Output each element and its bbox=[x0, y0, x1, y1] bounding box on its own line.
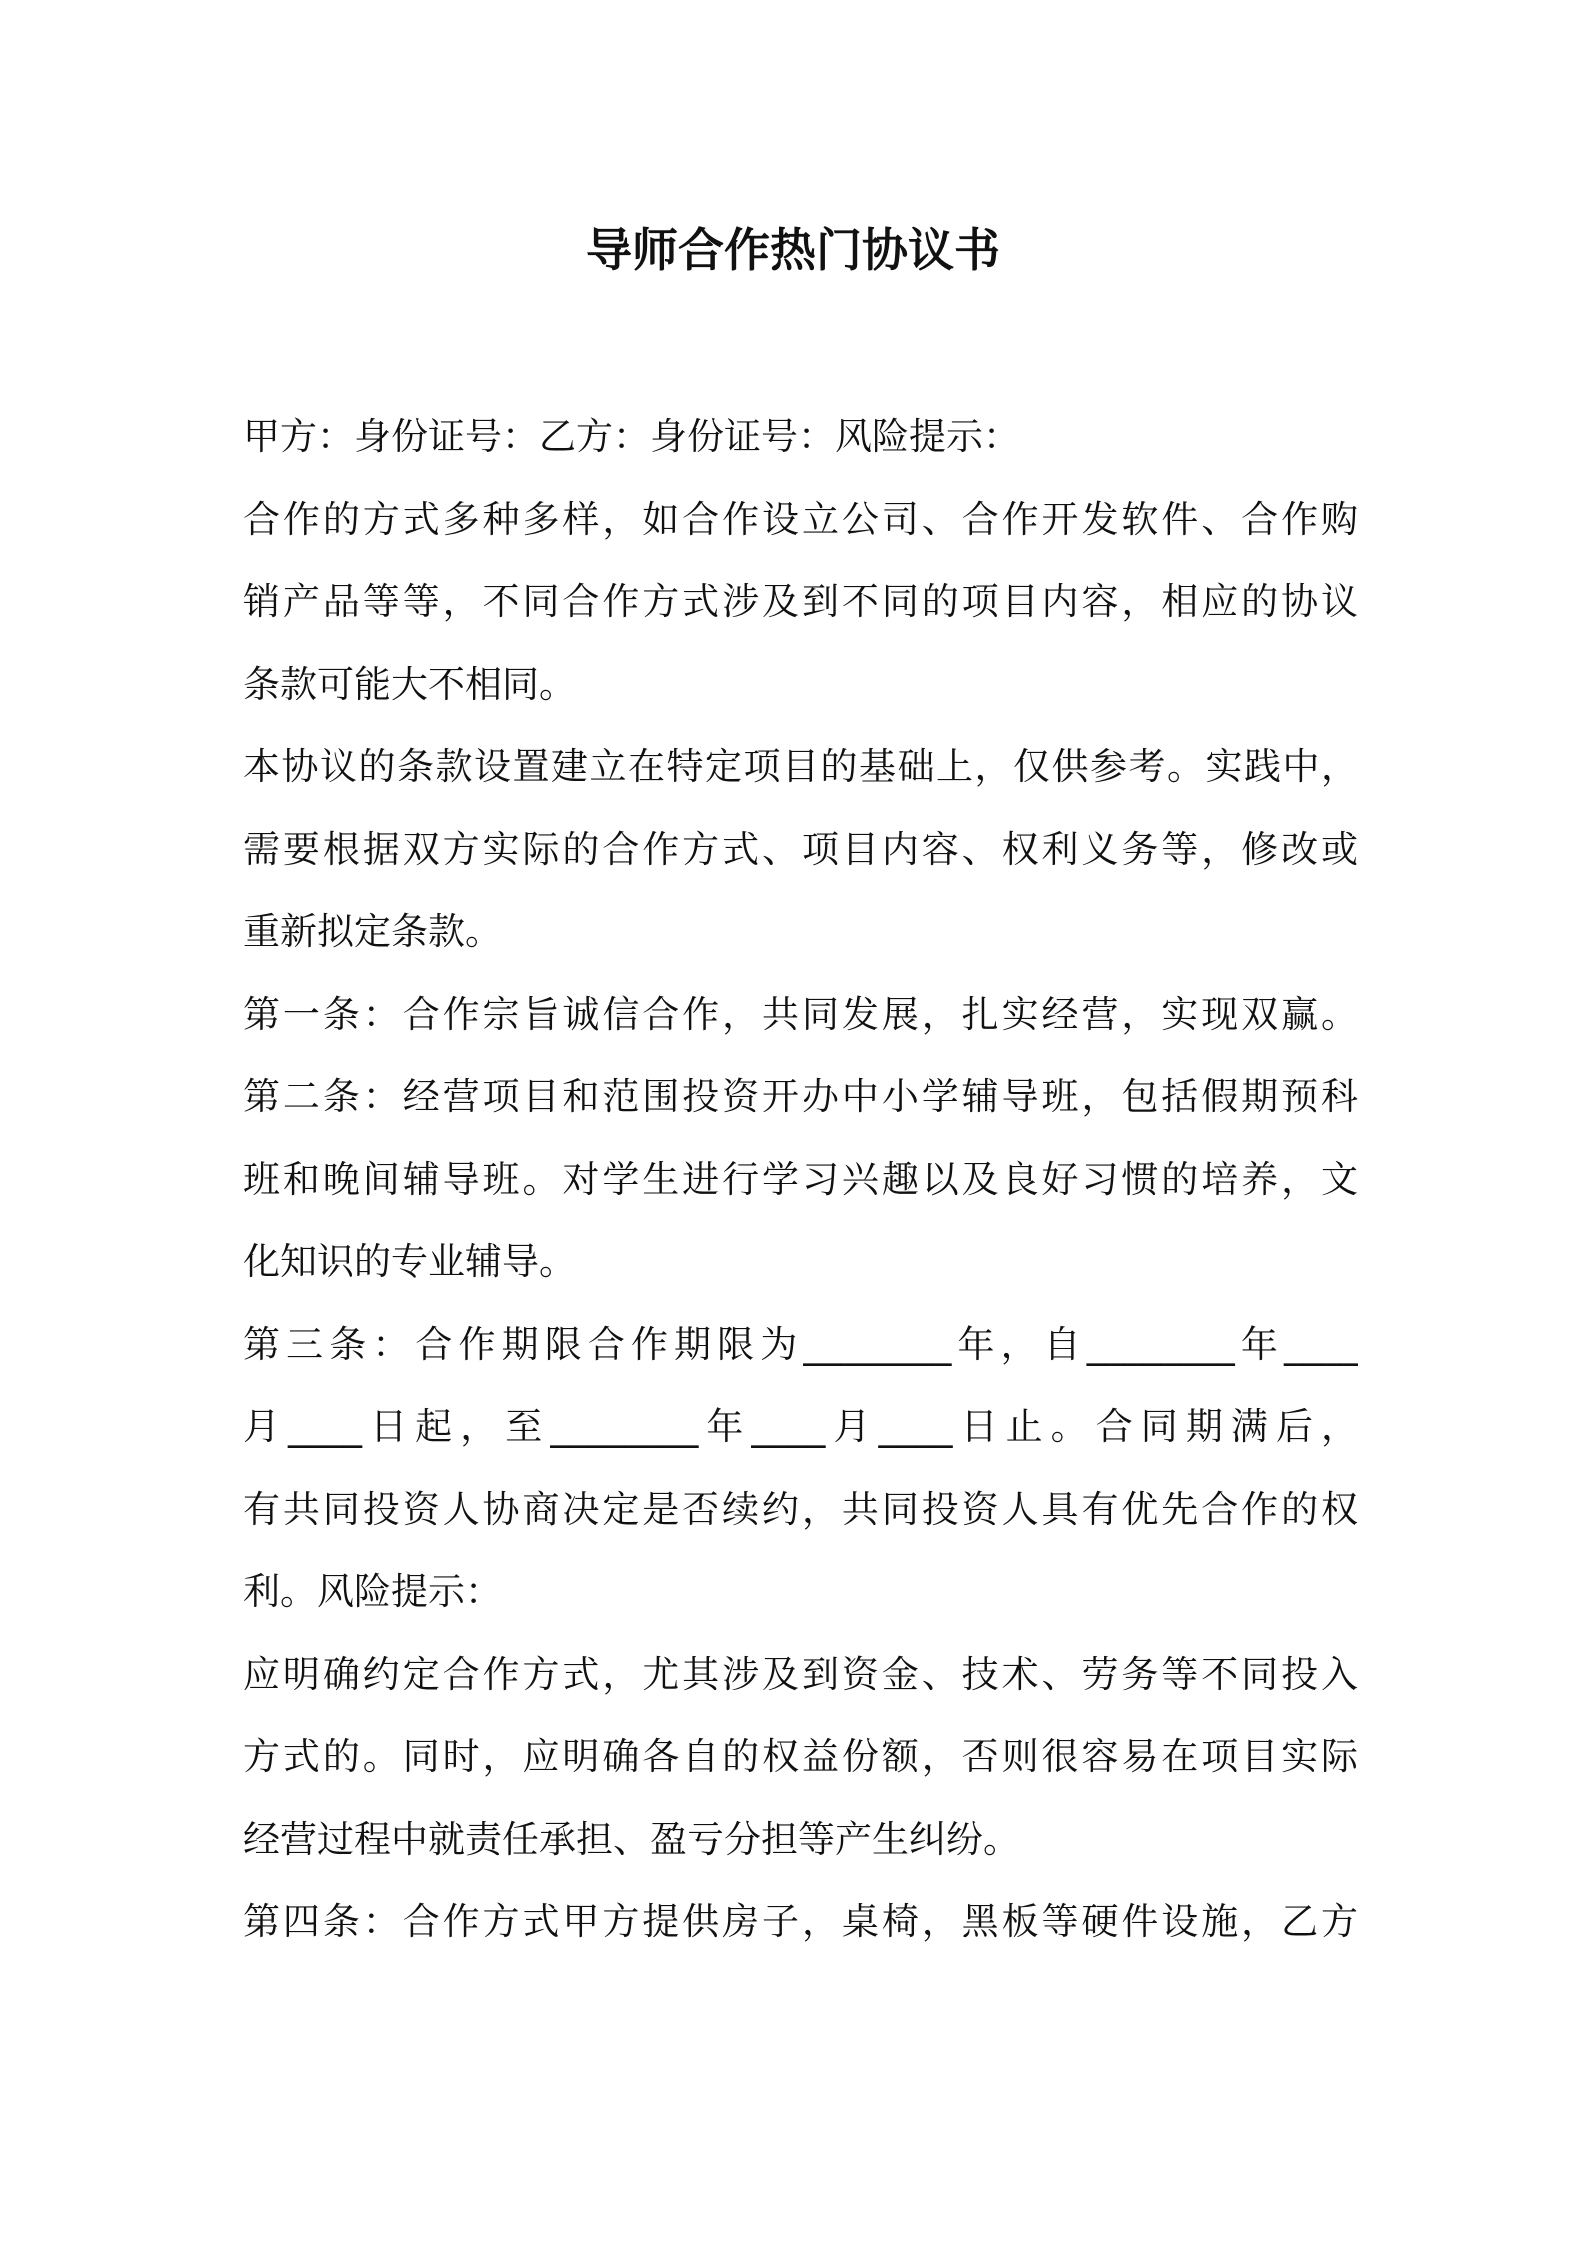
text-line: 有共同投资人协商决定是否续约，共同投资人具有优先合作的权 bbox=[243, 1487, 1358, 1531]
text-line: 条款可能大不相同。 bbox=[243, 662, 576, 706]
text-line: 本协议的条款设置建立在特定项目的基础上，仅供参考。实践中， bbox=[243, 745, 1358, 788]
text-line: 应明确约定合作方式，尤其涉及到资金、技术、劳务等不同投入 bbox=[243, 1652, 1358, 1696]
text-line: 第二条：经营项目和范围投资开办中小学辅导班，包括假期预科 bbox=[243, 1075, 1358, 1118]
text-line: 班和晚间辅导班。对学生进行学习兴趣以及良好习惯的培养，文 bbox=[243, 1157, 1358, 1201]
text-line: 重新拟定条款。 bbox=[243, 910, 502, 953]
text-line: 合作的方式多种多样，如合作设立公司、合作开发软件、合作购 bbox=[243, 497, 1358, 541]
document-title: 导师合作热门协议书 bbox=[586, 223, 1000, 277]
text-line: 化知识的专业辅导。 bbox=[243, 1240, 576, 1283]
text-line: 月____日起，至________年____月____日止。合同期满后， bbox=[243, 1405, 1358, 1448]
document-body bbox=[243, 396, 1358, 1964]
text-line: 销产品等等，不同合作方式涉及到不同的项目内容，相应的协议 bbox=[243, 580, 1358, 623]
text-line: 第四条：合作方式甲方提供房子，桌椅，黑板等硬件设施，乙方 bbox=[243, 1900, 1358, 1943]
text-line: 利。风险提示： bbox=[243, 1570, 502, 1613]
text-line: 甲方：身份证号：乙方：身份证号：风险提示： bbox=[243, 415, 1020, 458]
text-line: 需要根据双方实际的合作方式、项目内容、权利义务等，修改或 bbox=[243, 827, 1358, 871]
text-line: 第三条：合作期限合作期限为________年，自________年____ bbox=[243, 1322, 1358, 1366]
text-line: 经营过程中就责任承担、盈亏分担等产生纠纷。 bbox=[243, 1817, 1020, 1861]
text-line: 方式的。同时，应明确各自的权益份额，否则很容易在项目实际 bbox=[243, 1735, 1358, 1778]
text-line: 第一条：合作宗旨诚信合作，共同发展，扎实经营，实现双赢。 bbox=[243, 992, 1358, 1036]
